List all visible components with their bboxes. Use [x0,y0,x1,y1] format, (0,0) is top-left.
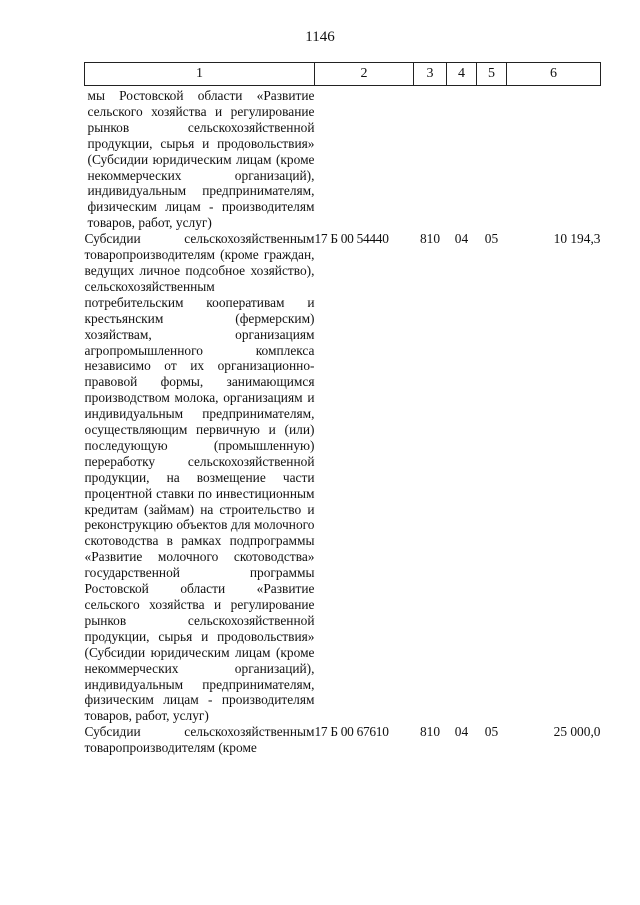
table-header-row [85,63,601,86]
row-description: мы Ростовской области «Развитие сельского хозяйства и регулирование рынков сельскохозяйственной продукции, сырья и продовольствия» (Субсидии юридическим лицам (кроме некоммерческих организаций), индивидуальным предпринимателям, физическим лицам - производителям товаров, работ, услуг) [87,88,315,231]
row-col5 [477,86,507,232]
table-row [85,231,601,724]
budget-table [84,62,601,756]
row-col4: 04 [454,724,469,740]
column-header-5: 5 [477,63,507,86]
column-header-3: 3 [414,63,447,86]
row-col4: 04 [454,231,469,247]
table-row [85,724,601,756]
column-header-1: 1 [85,63,315,86]
page-number: 1146 [305,29,335,45]
row-description: Субсидии сельскохозяйственным товаропроизводителям (кроме [84,724,315,756]
row-col5: 05 [484,231,499,247]
row-code: 17 Б 00 67610 [314,724,389,740]
column-header-2: 2 [315,63,414,86]
column-header-4: 4 [447,63,477,86]
table-row [85,86,601,232]
row-col3 [414,86,447,232]
row-col4 [447,86,477,232]
row-description: Субсидии сельскохозяйственным товаропроизводителям (кроме граждан, ведущих личное подсобное хозяйство), сельскохозяйственным потребительским кооперативам и крестьянским (фермерским) хозяйствам, организациям агропромышленного комплекса независимо от их организационно-правовой формы, занимающимся производством молока, организациям и индивидуальным предпринимателям, осуществляющим первичную и (или) последующую (промышленную) переработку сельскохозяйственной продукции, на возмещение части процентной ставки по инвестиционным кредитам (займам) на строительство и реконструкцию объектов для молочного скотоводства в рамках подпрограммы «Развитие молочного скотоводства» государственной программы Ростовской области «Развитие сельского хозяйства и регулирование рынков сельскохозяйственной продукции, сырья и продовольствия» (Субсидии юридическим лицам (кроме некоммерческих организаций), индивидуальным предпринимателям, физическим лицам - производителям товаров, работ, услуг) [84,231,315,724]
row-col3: 810 [419,724,441,740]
row-amount [507,86,601,232]
row-code [315,86,414,232]
column-header-6: 6 [507,63,601,86]
row-amount: 10 194,3 [553,231,601,247]
row-col5: 05 [484,724,499,740]
row-code: 17 Б 00 54440 [314,231,389,247]
row-col3: 810 [419,231,441,247]
row-amount: 25 000,0 [553,724,601,740]
